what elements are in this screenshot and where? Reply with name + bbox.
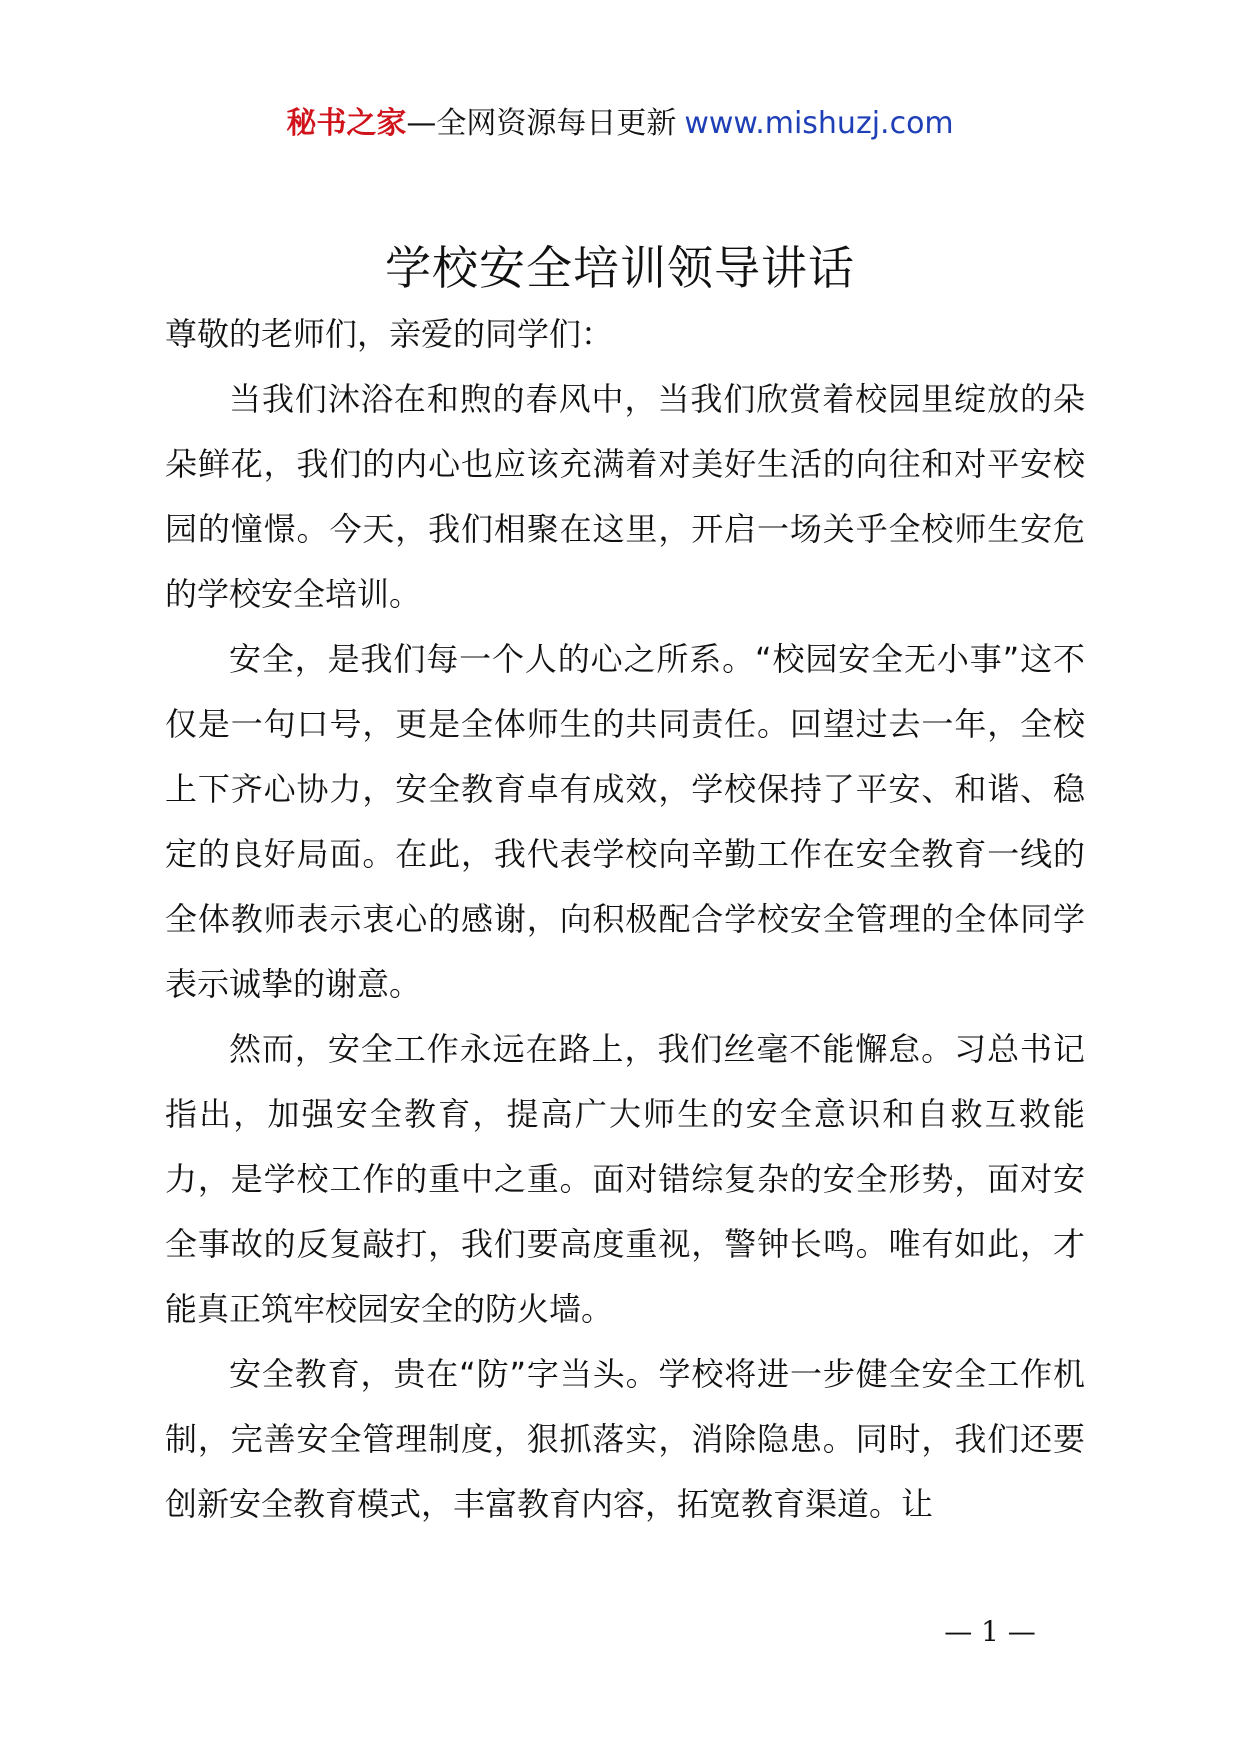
- paragraph-4: 安全教育，贵在“防”字当头。学校将进一步健全安全工作机制，完善安全管理制度，狠抓落实，消除隐患。同时，我们还要创新安全教育模式，丰富教育内容，拓宽教育渠道。让: [165, 1355, 1085, 1523]
- paragraph-1: 当我们沐浴在和煦的春风中，当我们欣赏着校园里绽放的朵朵鲜花，我们的内心也应该充满着对美好生活的向往和对平安校园的憧憬。今天，我们相聚在这里，开启一场关乎全校师生安危的学校安全培训。: [165, 380, 1085, 613]
- site-url-link[interactable]: www.mishuzj.com: [684, 106, 954, 141]
- paragraph-2: 安全，是我们每一个人的心之所系。“校园安全无小事”这不仅是一句口号，更是全体师生的共同责任。回望过去一年，全校上下齐心协力，安全教育卓有成效，学校保持了平安、和谐、稳定的良好局面。在此，我代表学校向辛勤工作在安全教育一线的全体教师表示衷心的感谢，向积极配合学校安全管理的全体同学表示诚挚的谢意。: [165, 640, 1085, 1003]
- page-number: — 1 —: [944, 1615, 1036, 1648]
- document-title: 学校安全培训领导讲话: [385, 241, 855, 295]
- site-tagline: —全网资源每日更新: [406, 106, 677, 141]
- salutation: 尊敬的老师们，亲爱的同学们：: [165, 315, 614, 353]
- site-header: [0, 100, 1240, 148]
- document-body: [165, 302, 1085, 1537]
- site-brand: 秘书之家: [286, 106, 407, 141]
- paragraph-3: 然而，安全工作永远在路上，我们丝毫不能懈怠。习总书记指出，加强安全教育，提高广大师生的安全意识和自救互救能力，是学校工作的重中之重。面对错综复杂的安全形势，面对安全事故的反复敲打，我们要高度重视，警钟长鸣。唯有如此，才能真正筑牢校园安全的防火墙。: [165, 1030, 1085, 1328]
